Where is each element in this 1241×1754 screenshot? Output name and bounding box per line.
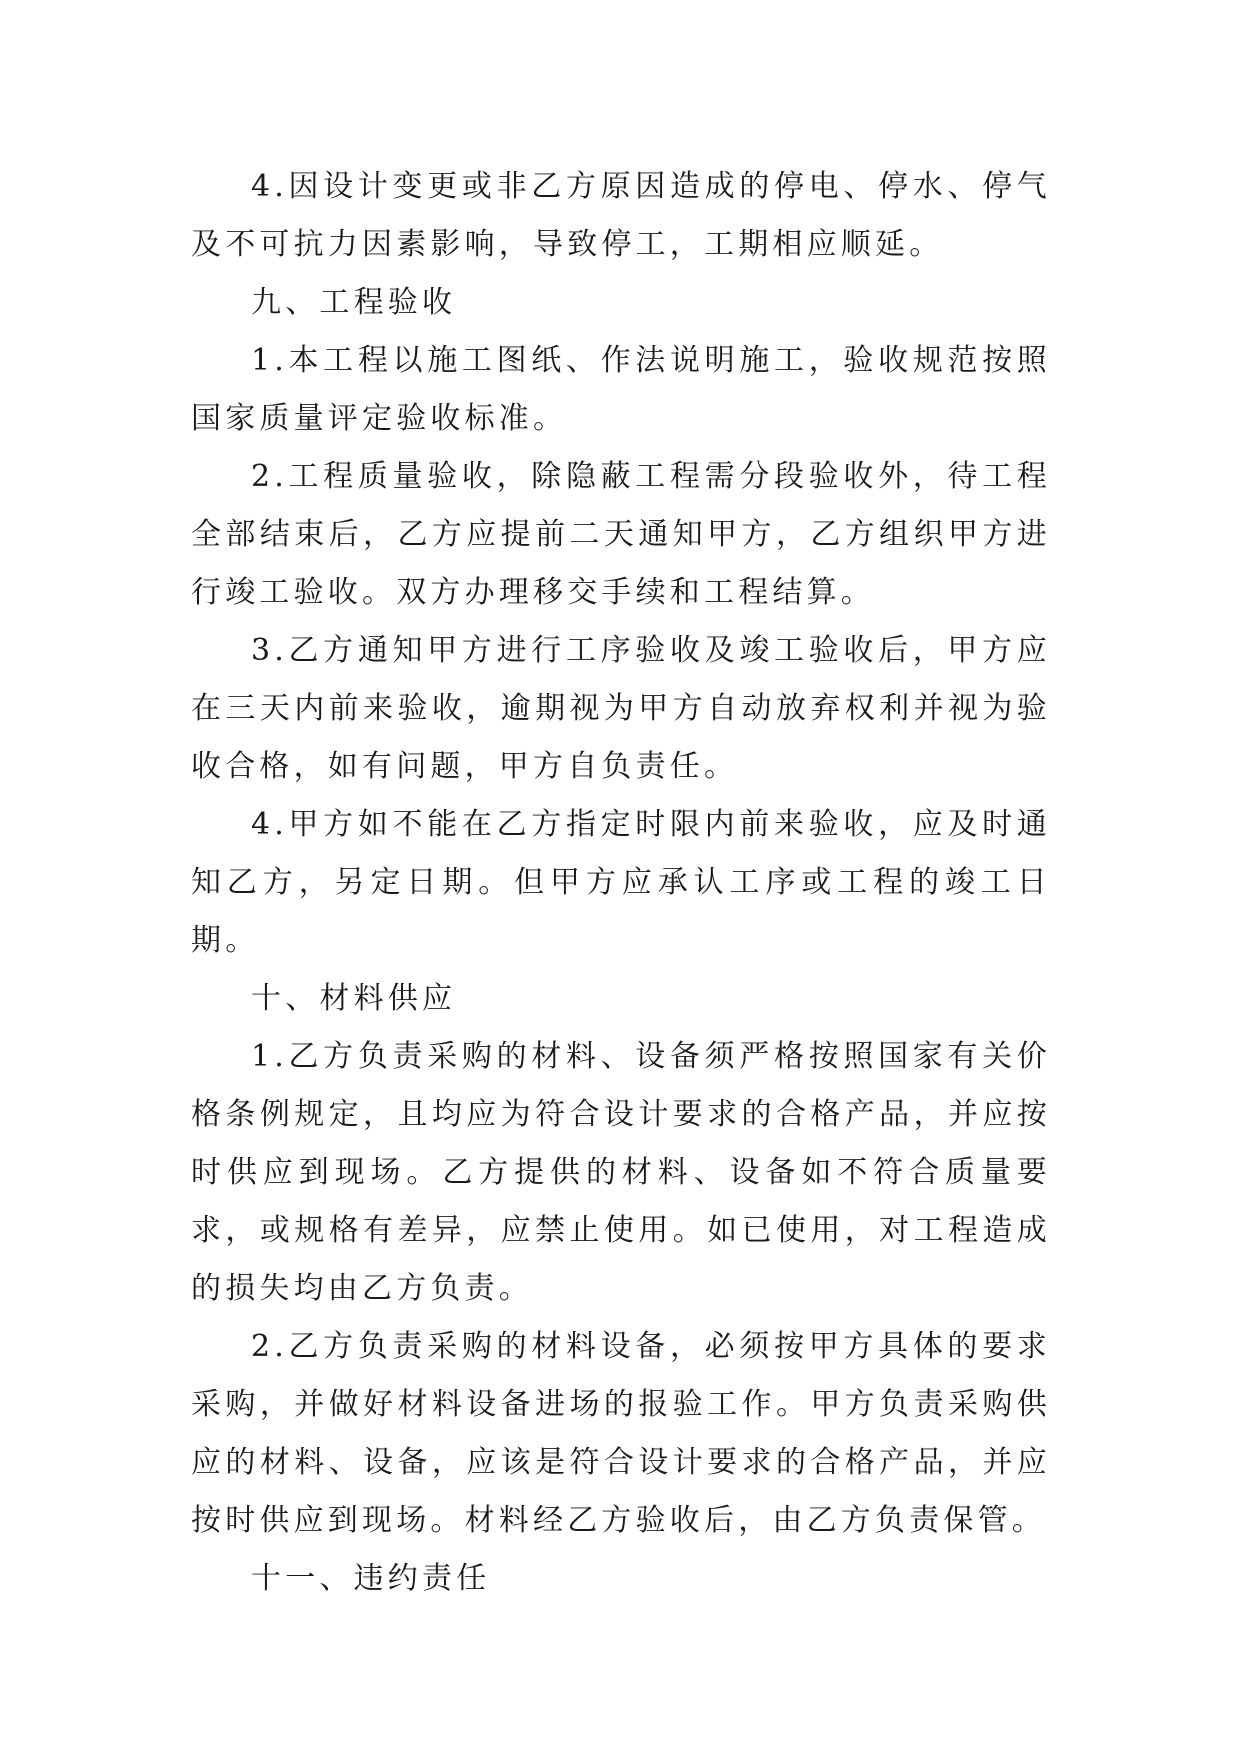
section-10-heading: 十、材料供应 <box>251 981 457 1016</box>
clause-8-4-paragraph: 4.因设计变更或非乙方原因造成的停电、停水、停气及不可抗力因素影响，导致停工，工期相应顺延。 <box>191 169 1051 262</box>
clause-10-1-paragraph: 1.乙方负责采购的材料、设备须严格按照国家有关价格条例规定，且均应为符合设计要求的合格产品，并应按时供应到现场。乙方提供的材料、设备如不符合质量要求，或规格有差异，应禁止使用。如已使用，对工程造成的损失均由乙方负责。 <box>191 1039 1051 1306</box>
clause-9-4-paragraph: 4.甲方如不能在乙方指定时限内前来验收，应及时通知乙方，另定日期。但甲方应承认工序或工程的竣工日期。 <box>191 807 1051 958</box>
section-9-heading: 九、工程验收 <box>251 285 457 320</box>
clause-10-2-paragraph: 2.乙方负责采购的材料设备，必须按甲方具体的要求采购，并做好材料设备进场的报验工作。甲方负责采购供应的材料、设备，应该是符合设计要求的合格产品，并应按时供应到现场。材料经乙方验收后，由乙方负责保管。 <box>191 1329 1051 1538</box>
clause-9-3-paragraph: 3.乙方通知甲方进行工序验收及竣工验收后，甲方应在三天内前来验收，逾期视为甲方自动放弃权利并视为验收合格，如有问题，甲方自负责任。 <box>191 633 1051 784</box>
section-11-heading: 十一、违约责任 <box>251 1561 491 1596</box>
clause-9-2-paragraph: 2.工程质量验收，除隐蔽工程需分段验收外，待工程全部结束后，乙方应提前二天通知甲方，乙方组织甲方进行竣工验收。双方办理移交手续和工程结算。 <box>191 459 1051 610</box>
document-page <box>191 158 1051 1608</box>
clause-9-1-paragraph: 1.本工程以施工图纸、作法说明施工，验收规范按照国家质量评定验收标准。 <box>191 343 1051 436</box>
